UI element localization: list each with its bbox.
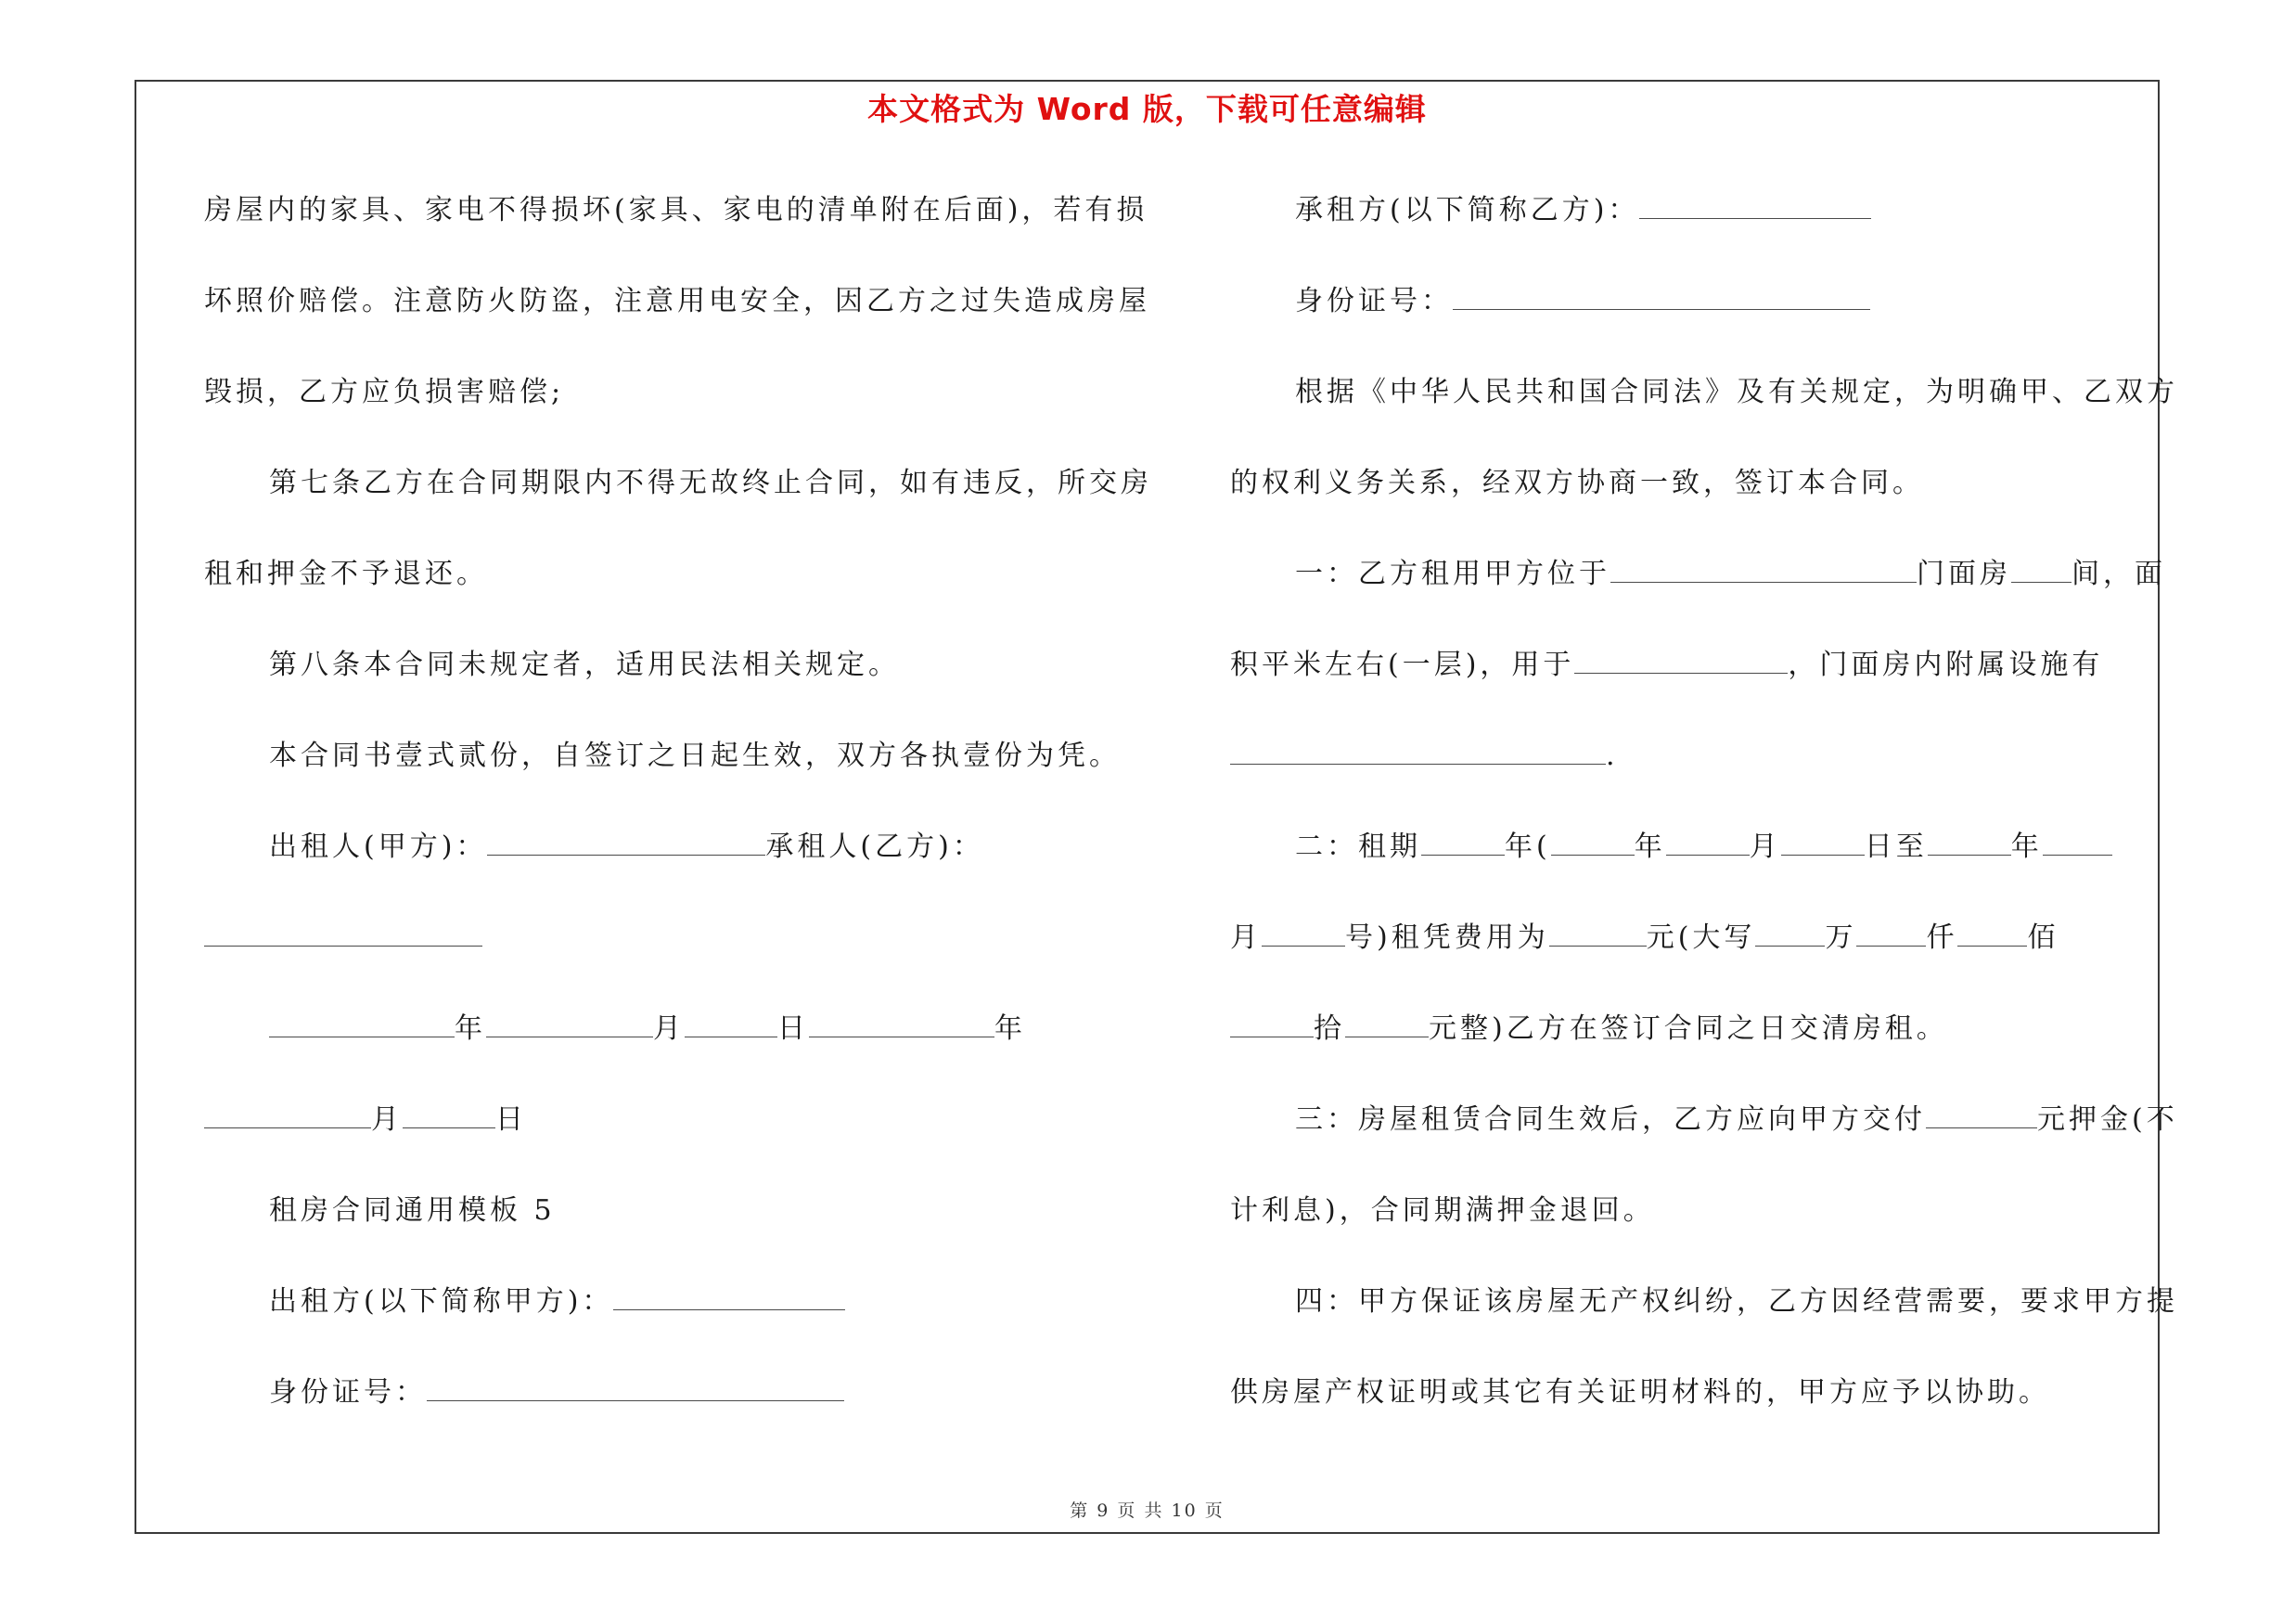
id-label: 身份证号：: [269, 1376, 427, 1409]
id-label: 身份证号：: [1295, 285, 1453, 317]
clause-text: 号)租凭费用为: [1345, 921, 1549, 954]
clause-2-line: [1295, 829, 2112, 866]
clause-text: 万: [1825, 921, 1857, 954]
date-blank[interactable]: [269, 1014, 455, 1037]
lessee-blank[interactable]: [1639, 196, 1871, 219]
lessee-sign-label: 承租人(乙方)：: [765, 831, 984, 863]
copies-clause-line: 本合同书壹式贰份，自签订之日起生效，双方各执壹份为凭。: [269, 740, 1121, 772]
clause-text: ，门面房内附属设施有: [1788, 649, 2104, 681]
date-blank[interactable]: [1551, 832, 1635, 856]
clause-1-line: [1295, 556, 2166, 593]
date-blank[interactable]: [486, 1014, 653, 1037]
clause-text: 年: [2010, 831, 2043, 863]
clause-text: 一：乙方租用甲方位于: [1295, 558, 1610, 590]
paragraph-line: 毁损，乙方应负损害赔偿;: [204, 376, 565, 408]
date-blank[interactable]: [1928, 832, 2011, 856]
article-8-line: 第八条本合同未规定者，适用民法相关规定。: [269, 649, 900, 681]
clause-text: 拾: [1314, 1012, 1345, 1045]
date-blank[interactable]: [1666, 832, 1750, 856]
signature-line: [269, 829, 984, 866]
date-blank[interactable]: [2043, 832, 2112, 856]
date-blank[interactable]: [1781, 832, 1865, 856]
month-label: 月: [653, 1012, 685, 1045]
lessor-sign-label: 出租人(甲方)：: [269, 831, 488, 863]
date-blank[interactable]: [403, 1105, 495, 1128]
paragraph-line: 坏照价赔偿。注意防火防盗，注意用电安全，因乙方之过失造成房屋: [204, 285, 1150, 317]
year-label: 年: [455, 1012, 486, 1045]
clause-text: 元(大写: [1646, 921, 1756, 954]
amount-blank[interactable]: [1345, 1014, 1429, 1037]
paragraph-line: 的权利义务关系，经双方协商一致，签订本合同。: [1230, 467, 1924, 499]
clause-text: 佰: [2027, 921, 2059, 954]
clause-1-line: [1230, 647, 2103, 684]
amount-blank[interactable]: [1755, 923, 1825, 947]
clause-text: 年(: [1505, 831, 1551, 863]
lessee-id-line: [1295, 283, 1870, 320]
date-blank[interactable]: [1262, 923, 1345, 947]
lessor-id-line: [269, 1374, 844, 1411]
lessor-line: [269, 1283, 845, 1320]
lessee-line: [1295, 192, 1871, 229]
rooms-blank[interactable]: [2011, 560, 2072, 583]
clause-text: 元押金(不: [2037, 1103, 2178, 1136]
amount-blank[interactable]: [1230, 1014, 1314, 1037]
date-blank[interactable]: [809, 1014, 994, 1037]
clause-4-line: 四：甲方保证该房屋无产权纠纷，乙方因经营需要，要求甲方提: [1295, 1285, 2178, 1318]
clause-text: 年: [1634, 831, 1666, 863]
clause-2-line: [1230, 1011, 1948, 1048]
paragraph-line: 房屋内的家具、家电不得损坏(家具、家电的清单附在后面)，若有损: [204, 194, 1148, 226]
page-number: 第 9 页 共 10 页: [1070, 1501, 1225, 1521]
lessee-label: 承租方(以下简称乙方)：: [1295, 194, 1640, 226]
day-label: 日: [777, 1012, 809, 1045]
month-label: 月: [371, 1103, 403, 1136]
template-title: 租房合同通用模板 5: [269, 1194, 556, 1227]
clause-text: 二：租期: [1295, 831, 1421, 863]
clause-4-line: 供房屋产权证明或其它有关证明材料的，甲方应予以协助。: [1230, 1376, 2050, 1409]
clause-3-line: 计利息)，合同期满押金退回。: [1230, 1194, 1655, 1227]
signature-blank-line: [204, 920, 482, 957]
clause-text: 元整)乙方在签订合同之日交清房租。: [1429, 1012, 1948, 1045]
location-blank[interactable]: [1610, 560, 1917, 583]
paragraph-line: 租和押金不予退还。: [204, 558, 488, 590]
amount-blank[interactable]: [1957, 923, 2027, 947]
year-label: 年: [994, 1012, 1026, 1045]
clause-text: 门面房: [1917, 558, 2011, 590]
rent-blank[interactable]: [1549, 923, 1647, 947]
date-line: [269, 1011, 1026, 1048]
date-line: [204, 1101, 527, 1139]
clause-text: 月: [1230, 921, 1262, 954]
clause-text: 日至: [1864, 831, 1928, 863]
clause-text: 积平米左右(一层)，用于: [1230, 649, 1575, 681]
clause-text: 间，面: [2072, 558, 2166, 590]
facilities-blank[interactable]: [1230, 741, 1606, 765]
paragraph-line: 根据《中华人民共和国合同法》及有关规定，为明确甲、乙双方: [1295, 376, 2178, 408]
clause-1-line: [1230, 738, 1619, 775]
day-label: 日: [495, 1103, 527, 1136]
lessee-sign-blank[interactable]: [204, 923, 482, 947]
clause-3-line: [1295, 1101, 2178, 1139]
clause-2-line: [1230, 920, 2059, 957]
editable-notice-banner: 本文格式为 Word 版，下载可任意编辑: [867, 91, 1427, 127]
usage-blank[interactable]: [1574, 650, 1788, 674]
article-7-line: 第七条乙方在合同期限内不得无故终止合同，如有违反，所交房: [269, 467, 1152, 499]
clause-text: 月: [1749, 831, 1781, 863]
clause-text: .: [1606, 740, 1619, 772]
id-blank[interactable]: [427, 1378, 844, 1401]
lessor-sign-blank[interactable]: [487, 832, 765, 856]
term-blank[interactable]: [1421, 832, 1505, 856]
lessor-blank[interactable]: [613, 1287, 845, 1310]
lessor-label: 出租方(以下简称甲方)：: [269, 1285, 614, 1318]
date-blank[interactable]: [204, 1105, 371, 1128]
amount-blank[interactable]: [1856, 923, 1926, 947]
clause-text: 仟: [1926, 921, 1958, 954]
date-blank[interactable]: [685, 1014, 777, 1037]
deposit-blank[interactable]: [1926, 1105, 2037, 1128]
id-blank[interactable]: [1453, 287, 1870, 310]
clause-text: 三：房屋租赁合同生效后，乙方应向甲方交付: [1295, 1103, 1926, 1136]
